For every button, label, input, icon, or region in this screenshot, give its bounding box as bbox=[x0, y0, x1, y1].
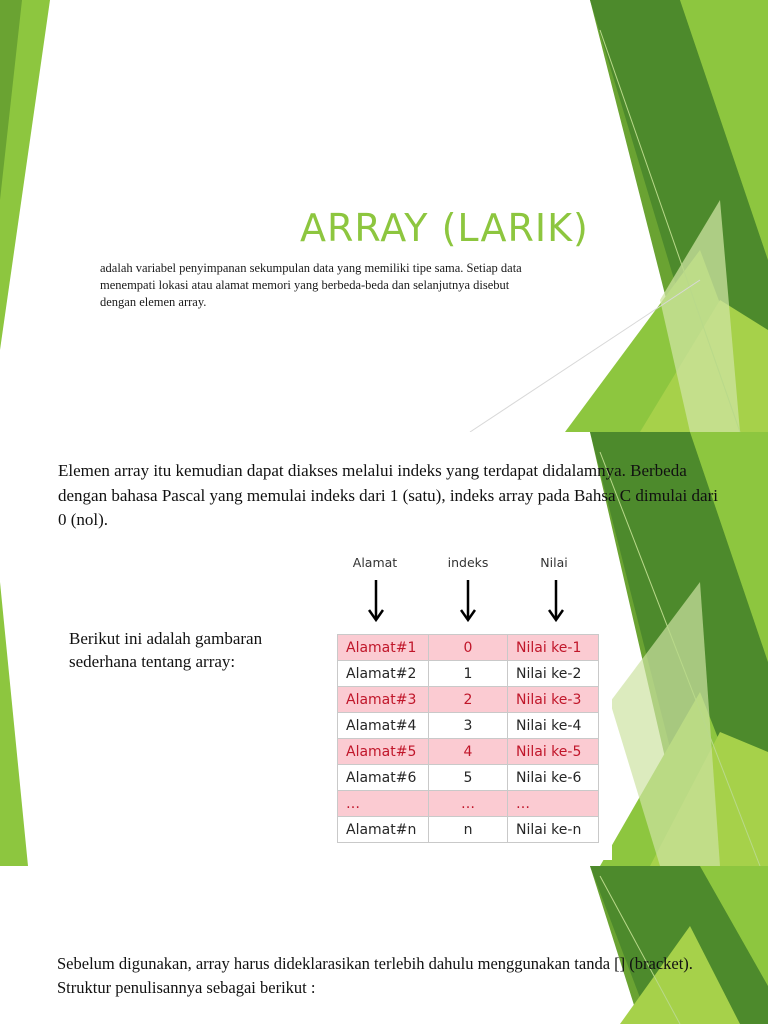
cell-indeks: n bbox=[429, 817, 508, 843]
cell-indeks: 4 bbox=[429, 739, 508, 765]
cell-indeks: 0 bbox=[429, 635, 508, 661]
table-row bbox=[338, 739, 599, 765]
cell-nilai: Nilai ke-5 bbox=[508, 739, 599, 765]
cell-alamat: … bbox=[338, 791, 429, 817]
table-row bbox=[338, 661, 599, 687]
cell-indeks: 1 bbox=[429, 661, 508, 687]
array-table bbox=[337, 634, 599, 843]
cell-alamat: Alamat#n bbox=[338, 817, 429, 843]
array-figure bbox=[330, 550, 612, 860]
cell-nilai: Nilai ke-n bbox=[508, 817, 599, 843]
cell-nilai: … bbox=[508, 791, 599, 817]
cell-nilai: Nilai ke-6 bbox=[508, 765, 599, 791]
table-row bbox=[338, 635, 599, 661]
slide-title bbox=[0, 0, 768, 432]
arrow-down-icon bbox=[460, 580, 476, 624]
cell-nilai: Nilai ke-2 bbox=[508, 661, 599, 687]
cell-nilai: Nilai ke-1 bbox=[508, 635, 599, 661]
cell-alamat: Alamat#6 bbox=[338, 765, 429, 791]
table-row bbox=[338, 817, 599, 843]
cell-indeks: … bbox=[429, 791, 508, 817]
cell-indeks: 2 bbox=[429, 687, 508, 713]
cell-alamat: Alamat#4 bbox=[338, 713, 429, 739]
arrow-down-icon bbox=[368, 580, 384, 624]
cell-nilai: Nilai ke-3 bbox=[508, 687, 599, 713]
cell-nilai: Nilai ke-4 bbox=[508, 713, 599, 739]
slide-3-green-decoration bbox=[0, 866, 768, 1024]
figure-caption: Berikut ini adalah gambaran sederhana tentang array: bbox=[69, 629, 263, 671]
declaration-paragraph: Sebelum digunakan, array harus dideklarasikan terlebih dahulu menggunakan tanda [] (bracket). Struktur penulisannya sebagai berikut : bbox=[57, 954, 693, 997]
slide-array-index bbox=[0, 432, 768, 866]
array-index-paragraph: Elemen array itu kemudian dapat diakses melalui indeks yang terdapat didalamnya. Berbeda dengan bahasa Pascal yang memulai indeks dari 1 (satu), indeks array pada Bahsa C dimulai dari 0 (nol). bbox=[58, 461, 718, 529]
cell-alamat: Alamat#5 bbox=[338, 739, 429, 765]
column-header-alamat: Alamat bbox=[352, 555, 398, 570]
column-header-nilai: Nilai bbox=[540, 555, 568, 570]
table-row bbox=[338, 765, 599, 791]
array-table-body bbox=[338, 635, 599, 843]
table-row bbox=[338, 713, 599, 739]
cell-indeks: 5 bbox=[429, 765, 508, 791]
cell-alamat: Alamat#2 bbox=[338, 661, 429, 687]
table-row bbox=[338, 687, 599, 713]
slide-subtitle-definition: adalah variabel penyimpanan sekumpulan data yang memiliki tipe sama. Setiap data menempati lokasi atau alamat memori yang berbeda-beda dan selanjutnya disebut dengan elemen array. bbox=[100, 261, 522, 309]
arrow-down-icon bbox=[548, 580, 564, 624]
cell-alamat: Alamat#1 bbox=[338, 635, 429, 661]
slide-title-heading: ARRAY (LARIK) bbox=[300, 206, 589, 250]
cell-indeks: 3 bbox=[429, 713, 508, 739]
column-header-indeks: indeks bbox=[447, 555, 489, 570]
table-row bbox=[338, 791, 599, 817]
cell-alamat: Alamat#3 bbox=[338, 687, 429, 713]
slide-declaration bbox=[0, 866, 768, 1024]
